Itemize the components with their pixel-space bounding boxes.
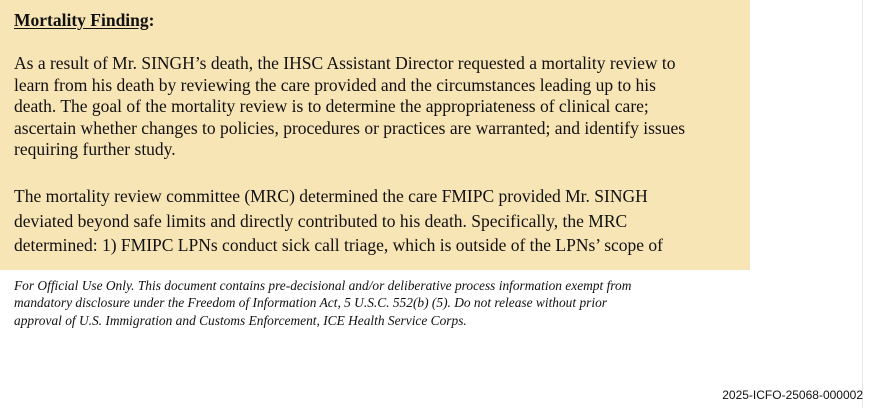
paragraph-line: learn from his death by reviewing the care provided and the circumstances leading up to his: [14, 74, 656, 95]
paragraph-line: The mortality review committee (MRC) determined the care FMIPC provided Mr. SINGH: [14, 186, 648, 206]
disclaimer-line: mandatory disclosure under the Freedom of Information Act, 5 U.S.C. 552(b) (5). Do not release without prior: [14, 295, 607, 311]
paragraph-line: deviated beyond safe limits and directly contributed to his death. Specifically, the MRC: [14, 210, 628, 231]
page-edge-divider: [862, 0, 863, 408]
paragraph-line: requiring further study.: [14, 139, 176, 160]
paragraph-line: ascertain whether changes to policies, procedures or practices are warranted; and identify issues: [14, 117, 686, 138]
section-heading-colon: :: [148, 10, 155, 30]
mortality-review-paragraph: [14, 53, 742, 161]
document-bates-number: 2025-ICFO-25068-000002: [722, 388, 863, 402]
section-heading: [14, 9, 154, 31]
disclaimer-line: For Official Use Only. This document contains pre-decisional and/or deliberative process information exempt from: [14, 278, 632, 293]
fouo-disclaimer: [14, 277, 754, 329]
section-heading-text: Mortality Finding: [14, 10, 149, 30]
disclaimer-line: approval of U.S. Immigration and Customs Enforcement, ICE Health Service Corps.: [14, 312, 467, 328]
mrc-determination-paragraph: [14, 184, 742, 258]
paragraph-line: death. The goal of the mortality review is to determine the appropriateness of clinical care;: [14, 96, 649, 117]
paragraph-line: As a result of Mr. SINGH’s death, the IHSC Assistant Director requested a mortality review to: [14, 53, 676, 73]
paragraph-line: determined: 1) FMIPC LPNs conduct sick call triage, which is outside of the LPNs’ scope of: [14, 235, 664, 255]
